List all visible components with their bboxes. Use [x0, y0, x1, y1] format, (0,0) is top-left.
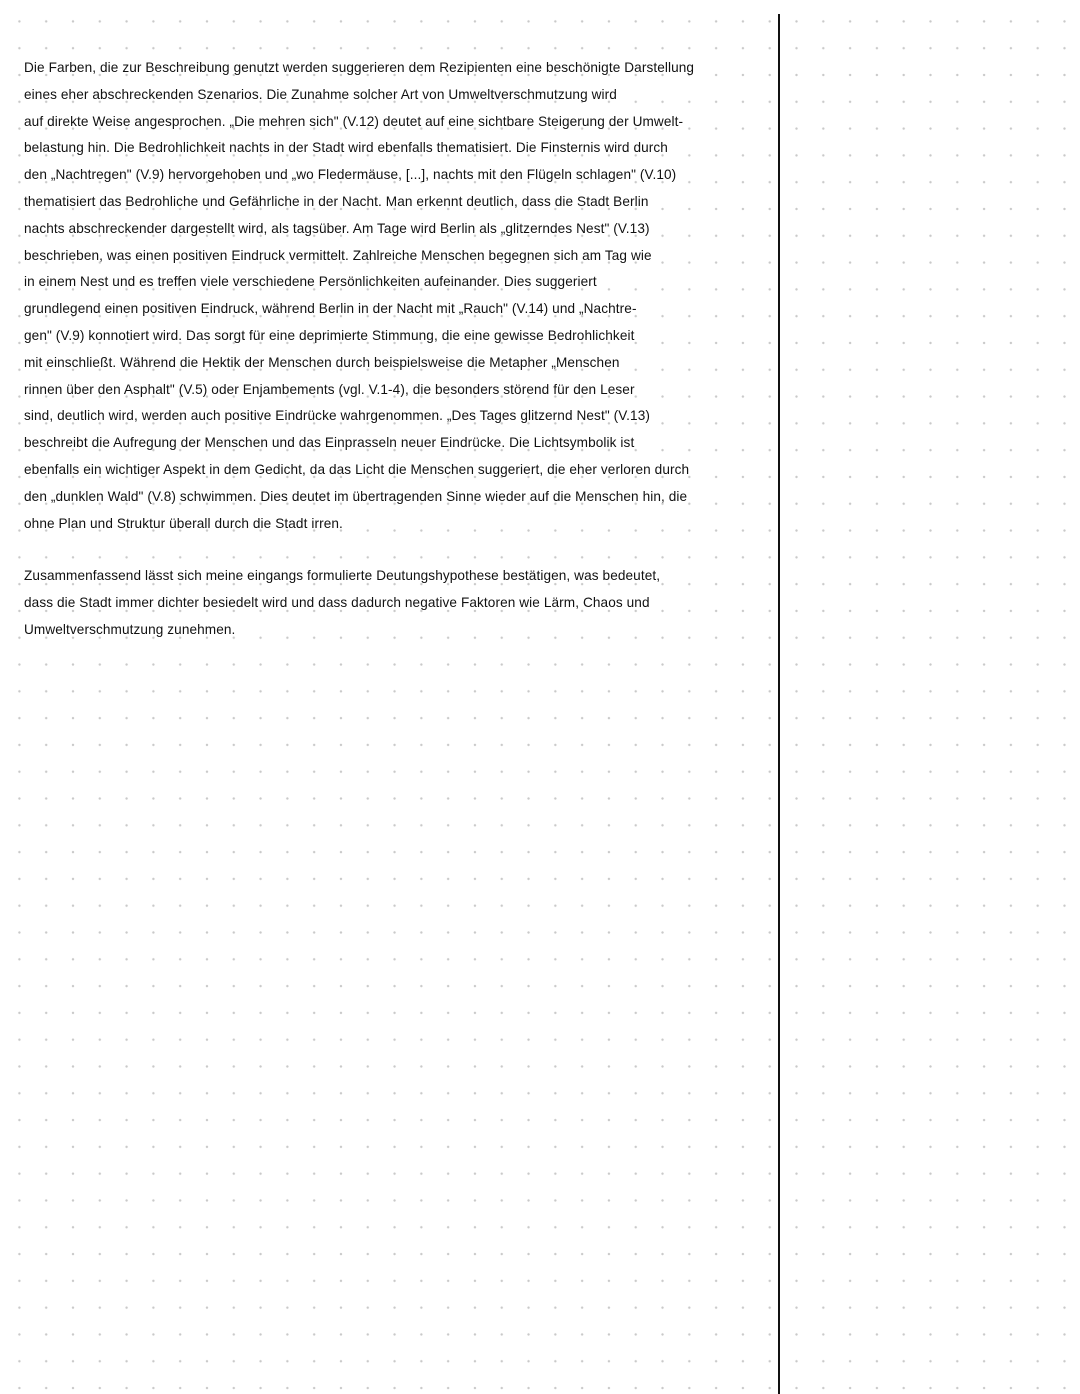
text-line: rinnen über den Asphalt" (V.5) oder Enjambements (vgl. V.1-4), die besonders störend für den Leser [24, 381, 635, 397]
text-line: ohne Plan und Struktur überall durch die Stadt irren. [24, 515, 343, 531]
text-line: sind, deutlich wird, werden auch positive Eindrücke wahrgenommen. „Des Tages glitzernd Nest" (V.13) [24, 408, 650, 424]
text-line: mit einschließt. Während die Hektik der Menschen durch beispielsweise die Metapher „Menschen [24, 354, 620, 370]
text-line: beschrieben, was einen positiven Eindruck vermittelt. Zahlreiche Menschen begegnen sich am Tag wie [24, 247, 652, 263]
paragraph-conclusion [24, 563, 784, 643]
text-line: Die Farben, die zur Beschreibung genutzt werden suggerieren dem Rezipienten eine beschönigte Darstellung [24, 60, 695, 75]
text-line: auf direkte Weise angesprochen. „Die mehren sich" (V.12) deutet auf eine sichtbare Steigerung der Umwelt- [24, 113, 684, 129]
text-line: grundlegend einen positiven Eindruck, während Berlin in der Nacht mit „Rauch" (V.14) und „Nachtre- [24, 301, 637, 317]
text-line: belastung hin. Die Bedrohlichkeit nachts in der Stadt wird ebenfalls thematisiert. Die Finsternis wird durch [24, 140, 668, 156]
paragraph-analysis [24, 55, 784, 537]
text-line: nachts abschreckender dargestellt wird, als tagsüber. Am Tage wird Berlin als „glitzerndes Nest" (V.13) [24, 220, 650, 236]
text-line: thematisiert das Bedrohliche und Gefährliche in der Nacht. Man erkennt deutlich, dass die Stadt Berlin [24, 193, 649, 209]
text-line: in einem Nest und es treffen viele verschiedene Persönlichkeiten aufeinander. Dies suggeriert [24, 274, 597, 290]
text-line: dass die Stadt immer dichter besiedelt wird und dass dadurch negative Faktoren wie Lärm, Chaos und [24, 594, 650, 610]
text-line: den „Nachtregen" (V.9) hervorgehoben und „wo Fledermäuse, [...], nachts mit den Flügeln schlagen" (V.10) [24, 167, 677, 183]
text-line: Zusammenfassend lässt sich meine eingangs formulierte Deutungshypothese bestätigen, was bedeutet, [24, 568, 661, 583]
text-line: den „dunklen Wald" (V.8) schwimmen. Dies deutet im übertragenden Sinne wieder auf die Menschen hin, die [24, 488, 688, 504]
text-line: eines eher abschreckenden Szenarios. Die Zunahme solcher Art von Umweltverschmutzung wird [24, 86, 617, 102]
text-line: gen" (V.9) konnotiert wird. Das sorgt für eine deprimierte Stimmung, die eine gewisse Bedrohlichkeit [24, 327, 635, 343]
text-line: Umweltverschmutzung zunehmen. [24, 621, 236, 637]
text-line: beschreibt die Aufregung der Menschen und das Einprasseln neuer Eindrücke. Die Lichtsymbolik ist [24, 435, 635, 451]
text-line: ebenfalls ein wichtiger Aspekt in dem Gedicht, da das Licht die Menschen suggeriert, die eher verloren durch [24, 461, 690, 477]
